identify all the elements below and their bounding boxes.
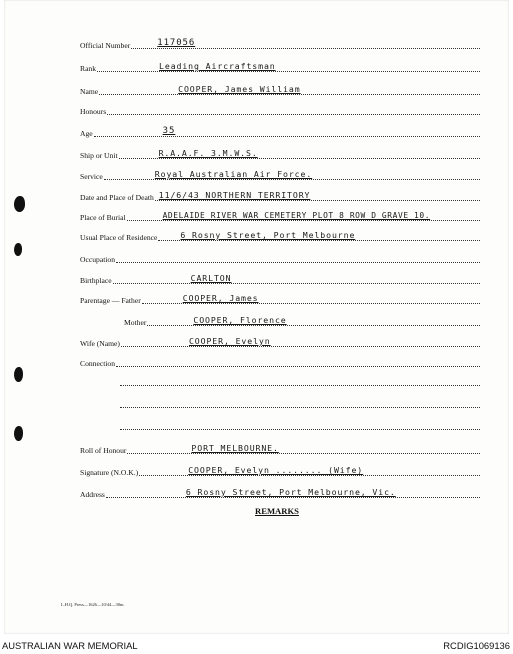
field-birthplace — [80, 272, 480, 286]
field-value: 35 — [162, 126, 176, 136]
field-place-of-burial — [80, 209, 480, 223]
field-connection — [80, 355, 480, 369]
field-label: Mother — [124, 318, 147, 327]
field-value: 6 Rosny Street, Port Melbourne — [180, 230, 356, 240]
field-value: ADELAIDE RIVER WAR CEMETERY PLOT 8 ROW D GRAVE 10. — [162, 211, 431, 220]
field-value: COOPER, Evelyn ........ (Wife) — [188, 465, 364, 475]
field-official-number — [80, 37, 480, 51]
field-label: Service — [80, 172, 103, 181]
field-honours — [80, 103, 480, 117]
field-value: COOPER, Evelyn — [188, 336, 271, 346]
field-name — [80, 83, 480, 97]
field-label: Wife (Name) — [80, 339, 120, 348]
archive-footer — [0, 634, 513, 654]
field-label: Occupation — [80, 255, 116, 264]
field-label: Roll of Honour — [80, 446, 127, 455]
field-label: Connection — [80, 359, 116, 368]
field-mother — [124, 314, 480, 328]
punch-hole-mark — [14, 426, 23, 441]
document-page — [4, 0, 509, 634]
field-father — [80, 292, 480, 306]
field-label: Honours — [80, 107, 107, 116]
field-label: Ship or Unit — [80, 151, 118, 160]
field-value: CARLTON — [190, 273, 232, 283]
field-label: Name — [80, 87, 99, 96]
field-service — [80, 168, 480, 182]
field-label: Place of Burial — [80, 213, 126, 222]
field-value: COOPER, James — [182, 293, 259, 303]
field-wife — [80, 335, 480, 349]
field-usual-place-of-residence — [80, 229, 480, 243]
archive-name: AUSTRALIAN WAR MEMORIAL — [2, 640, 138, 651]
field-date-place-of-death — [80, 189, 480, 203]
printer-imprint: L.H.Q. Press—1626—10/44—30m. — [61, 602, 125, 607]
field-label: Address — [80, 490, 105, 499]
field-signature-nok — [80, 464, 480, 478]
field-label: Parentage — Father — [80, 296, 141, 305]
field-value: Royal Australian Air Force. — [154, 169, 313, 179]
remarks-heading: REMARKS — [255, 506, 299, 516]
record-id: RCDIG1069136 — [443, 640, 510, 651]
punch-hole-mark — [14, 243, 22, 256]
field-occupation — [80, 251, 480, 265]
field-value: R.A.A.F. 3.M.W.S. — [158, 148, 258, 158]
field-value: 6 Rosny Street, Port Melbourne, Vic. — [185, 487, 396, 497]
field-label: Signature (N.O.K.) — [80, 468, 139, 477]
field-ship-or-unit — [80, 147, 480, 161]
field-label: Date and Place of Death — [80, 193, 154, 202]
field-label: Age — [80, 129, 93, 138]
field-value: COOPER, James William — [178, 84, 301, 94]
field-label: Official Number — [80, 41, 131, 50]
connection-line — [120, 385, 480, 386]
field-value: 11/6/43 NORTHERN TERRITORY — [158, 190, 311, 200]
field-label: Birthplace — [80, 276, 112, 285]
connection-line — [120, 429, 480, 430]
punch-hole-mark — [14, 367, 23, 382]
field-label: Rank — [80, 64, 97, 73]
field-value: COOPER, Florence — [193, 315, 287, 325]
field-value: Leading Aircraftsman — [159, 61, 276, 71]
field-value: 117056 — [157, 38, 196, 48]
field-age — [80, 125, 480, 139]
punch-hole-mark — [14, 196, 25, 212]
field-value: PORT MELBOURNE. — [191, 443, 279, 453]
field-label: Usual Place of Residence — [80, 233, 158, 242]
field-rank — [80, 60, 480, 74]
field-address — [80, 486, 480, 500]
field-roll-of-honour — [80, 442, 480, 456]
connection-line — [120, 407, 480, 408]
